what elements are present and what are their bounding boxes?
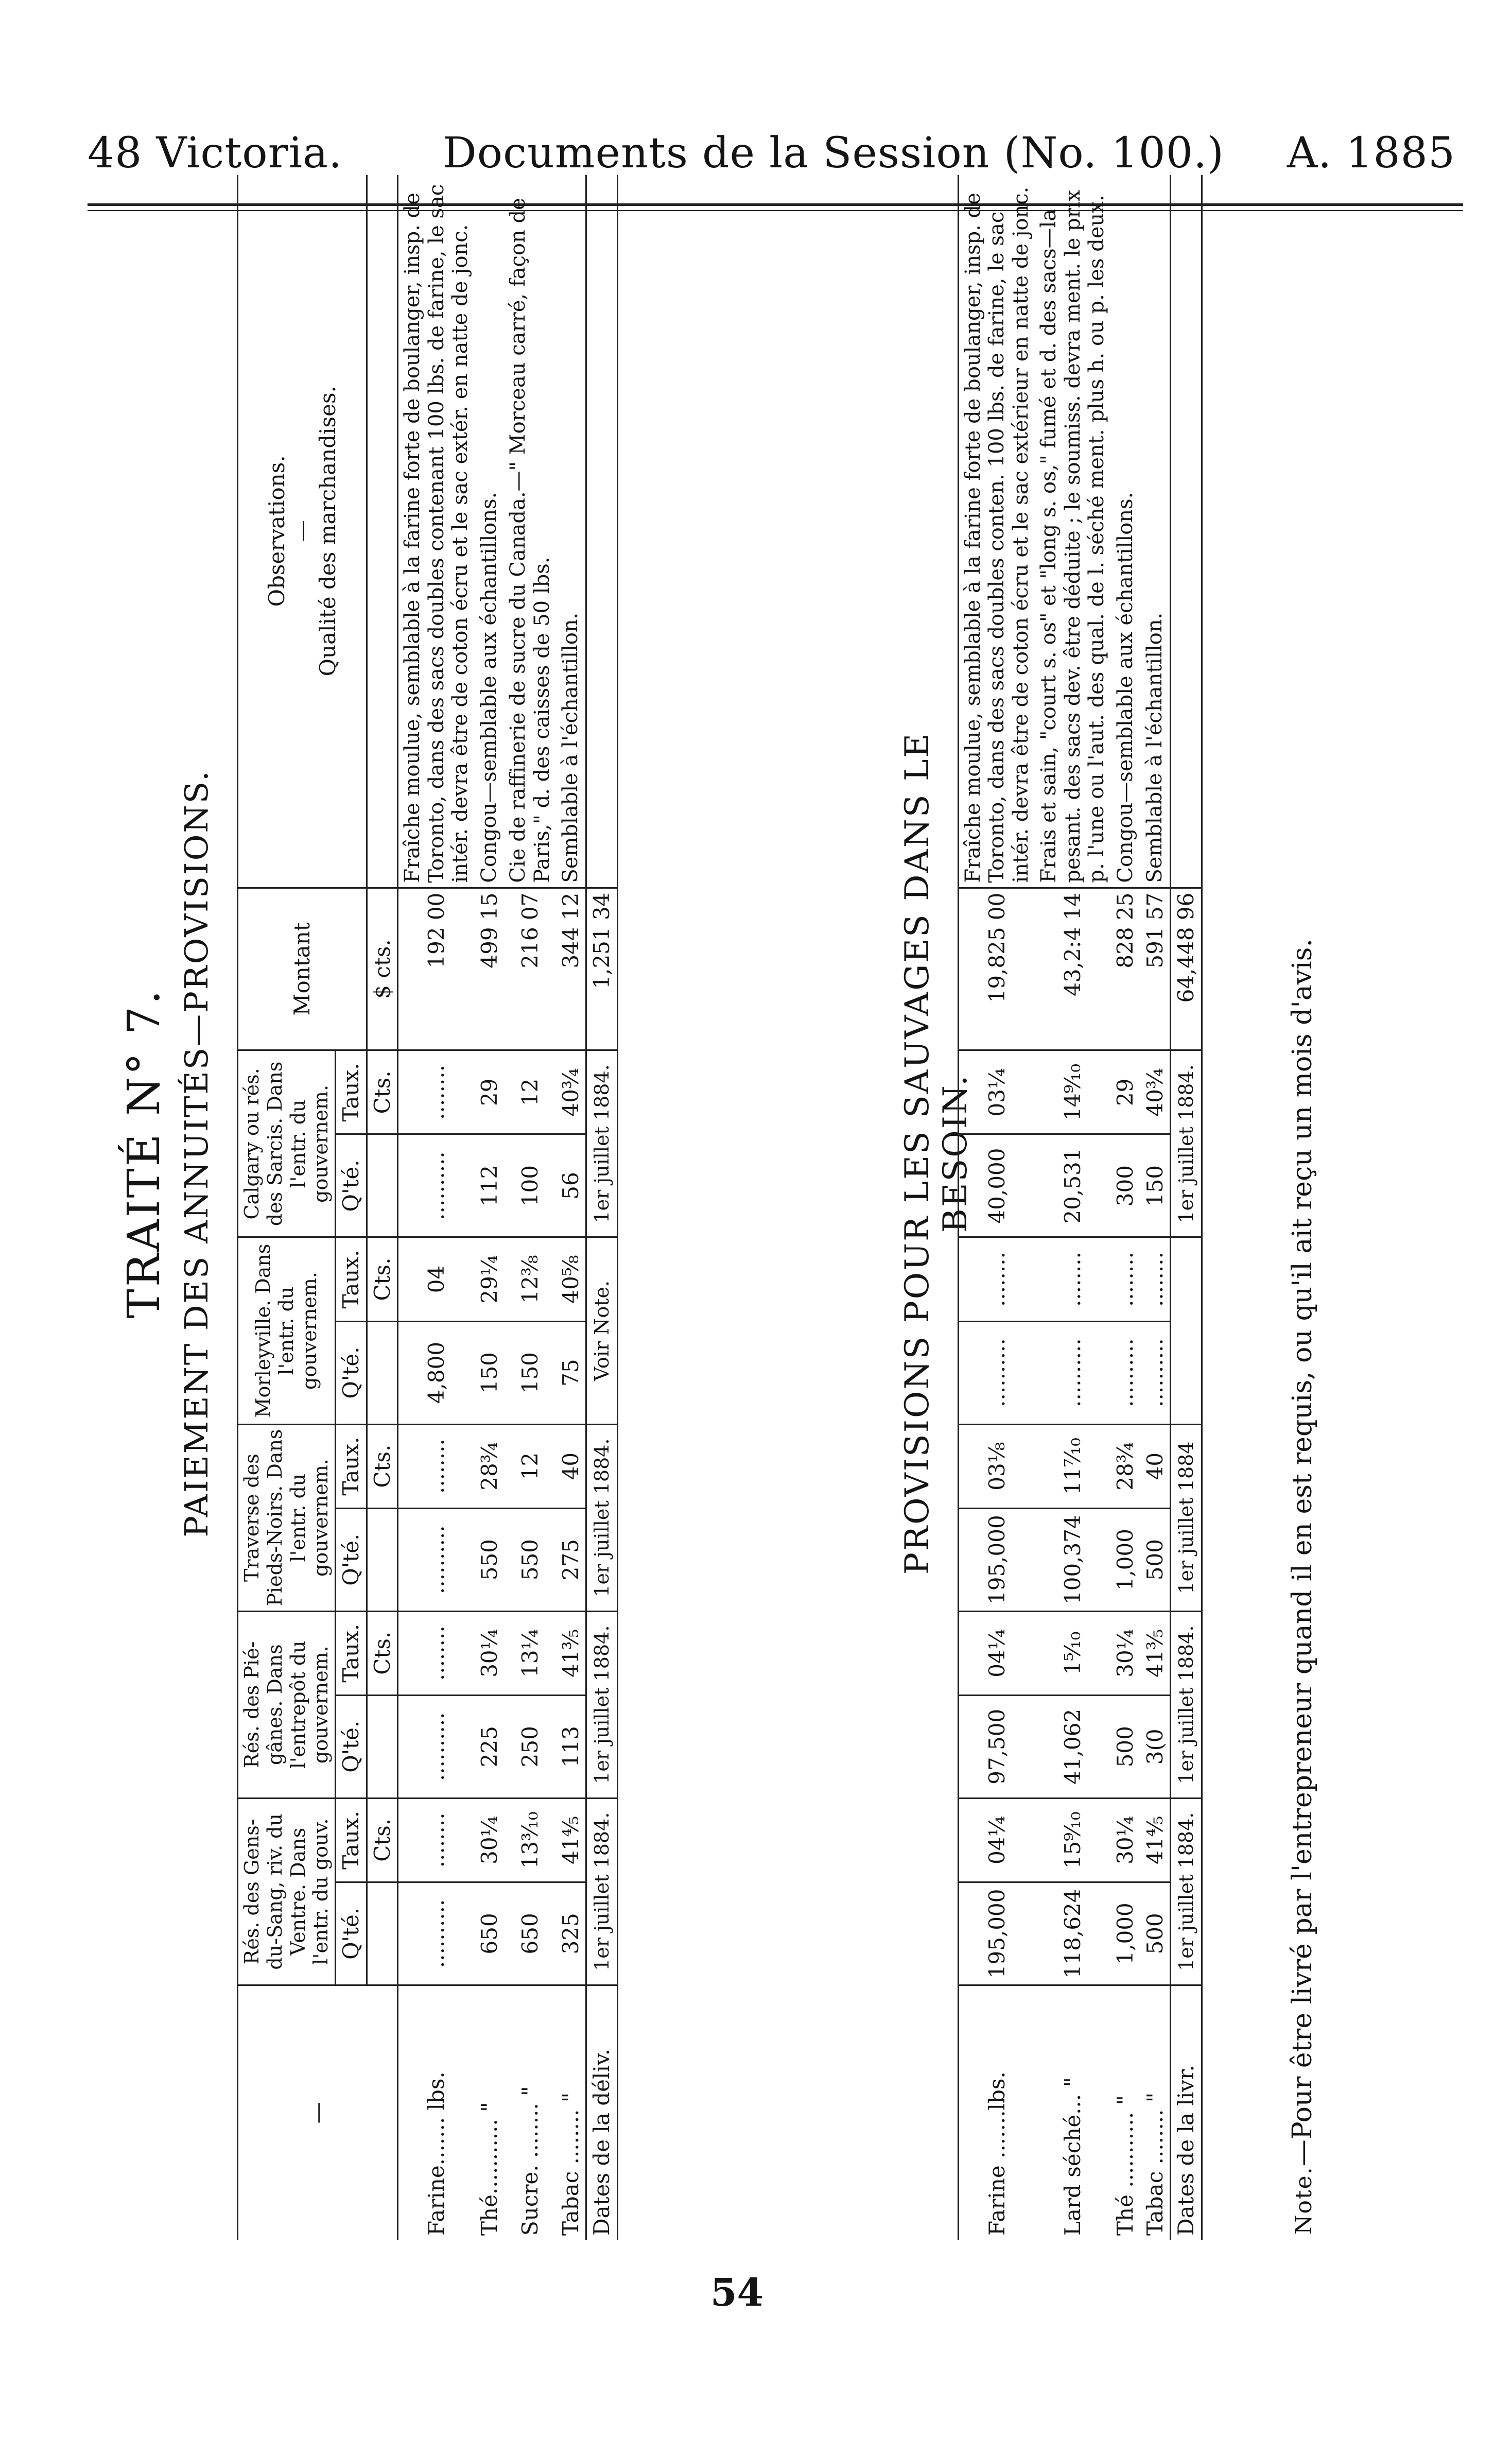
taux-cell: 12 <box>504 1050 556 1134</box>
taux-cell: 30¼ <box>1110 1611 1140 1695</box>
taux-cell: 29 <box>1110 1050 1140 1134</box>
col-reserve3: Traverse des Pieds-Noirs. Dans l'entr. du gouvernem. <box>238 1424 336 1611</box>
total-amount: 64,448 96 <box>1171 888 1202 1050</box>
montant-cell: 344 12 <box>556 888 586 1050</box>
taux-cell: 04¼ <box>959 1798 1035 1882</box>
taux-cell: 15⁹⁄₁₀ <box>1035 1798 1110 1882</box>
observations-dash: — <box>289 520 315 542</box>
qte-cell: 4,800 <box>398 1321 475 1424</box>
taux-cell: 41⅘ <box>1140 1798 1171 1882</box>
taux-cell: 03¼ <box>959 1050 1035 1134</box>
qte-cell: 75 <box>556 1321 586 1424</box>
dates-row <box>1171 175 1202 2240</box>
taux-cell: 40 <box>556 1424 586 1508</box>
montant-cell: 192 00 <box>398 888 475 1050</box>
taux-cell: 12 <box>504 1424 556 1508</box>
units-row <box>367 175 398 2240</box>
taux-cell: 28¾ <box>1110 1424 1140 1508</box>
qte-header: Q'té. <box>336 1508 367 1611</box>
needy-provisions-table <box>958 175 1203 2240</box>
qte-header: Q'té. <box>336 1882 367 1985</box>
taux-cell: ........ <box>959 1237 1035 1321</box>
taux-cell: 12⅜ <box>504 1237 556 1321</box>
taux-cell: ........ <box>1110 1237 1140 1321</box>
qte-header: Q'té. <box>336 1695 367 1798</box>
montant-cell: 216 07 <box>504 888 556 1050</box>
cts-unit: Cts. <box>367 1237 398 1321</box>
qte-cell: 40,000 <box>959 1134 1035 1237</box>
qte-cell: .......... <box>398 1134 475 1237</box>
item-label: Tabac ........ " <box>1142 2092 1168 2236</box>
delivery-date: 1er juillet 1884. <box>1171 1798 1202 1985</box>
col-reserve5: Calgary ou rés. des Sarcis. Dans l'entr. du gouvernem. <box>238 1050 336 1237</box>
footnote <box>1287 939 1318 2235</box>
qte-cell: 195,000 <box>959 1508 1035 1611</box>
item-label: Farine....... lbs. <box>424 2071 449 2236</box>
delivery-date: 1er juillet 1884. <box>586 1424 618 1611</box>
qte-header: Q'té. <box>336 1321 367 1424</box>
taux-cell: 04 <box>398 1237 475 1321</box>
treaty-subtitle: PAIEMENT DES ANNUITÉS—PROVISIONS. <box>178 769 215 1537</box>
qte-cell: .......... <box>398 1508 475 1611</box>
qte-cell: .......... <box>1140 1321 1171 1424</box>
qte-cell: 150 <box>504 1321 556 1424</box>
qte-cell: 20,531 <box>1035 1134 1110 1237</box>
footnote-label: Note. <box>1291 2166 1317 2235</box>
taux-cell: ........ <box>398 1611 475 1695</box>
taux-cell: 30¼ <box>475 1611 505 1695</box>
taux-header: Taux. <box>336 1050 367 1134</box>
qte-cell: 56 <box>556 1134 586 1237</box>
taux-cell: ........ <box>1140 1237 1171 1321</box>
col-montant: Montant <box>238 888 367 1050</box>
observations-label: Observations. <box>264 455 289 607</box>
cts-unit: Cts. <box>367 1050 398 1134</box>
taux-cell: 11⁷⁄₁₀ <box>1035 1424 1110 1508</box>
dates-label: Dates de la livr. <box>1171 1985 1202 2240</box>
montant-cell: 828 25 <box>1110 888 1140 1050</box>
col-observations <box>238 175 367 888</box>
table-row <box>1110 175 1140 2240</box>
delivery-date <box>1171 1237 1202 1424</box>
total-amount: 1,251 34 <box>586 888 618 1050</box>
observation-cell: Fraîche moulue, semblable à la farine forte de boulanger, insp. de Toronto, dans des sacs doubles contenant 100 lbs. de farine, le sac intér. devra être de coton écru et le sac extér. en natte de jonc. <box>398 175 475 888</box>
delivery-date: 1er juillet 1884. <box>586 1611 618 1798</box>
taux-cell: 41⅗ <box>1140 1611 1171 1695</box>
cts-unit: Cts. <box>367 1798 398 1882</box>
qte-cell: 41,062 <box>1035 1695 1110 1798</box>
dates-label: Dates de la déliv. <box>586 1985 618 2240</box>
qte-cell: 650 <box>475 1882 505 1985</box>
taux-cell: 13³⁄₁₀ <box>504 1798 556 1882</box>
qte-cell: 650 <box>504 1882 556 1985</box>
montant-cell: 591 57 <box>1140 888 1171 1050</box>
qte-cell: 100,374 <box>1035 1508 1110 1611</box>
taux-cell: 13¼ <box>504 1611 556 1695</box>
table-row <box>1140 175 1171 2240</box>
taux-cell: 03⅛ <box>959 1424 1035 1508</box>
taux-cell: ........ <box>398 1798 475 1882</box>
taux-cell: 1⁵⁄₁₀ <box>1035 1611 1110 1695</box>
table-header-row <box>238 175 336 2240</box>
qte-cell: 225 <box>475 1695 505 1798</box>
item-label: Thé ........... " <box>1113 2095 1138 2236</box>
qte-cell: 325 <box>556 1882 586 1985</box>
col-reserve1: Rés. des Gens-du-Sang, riv. du Ventre. Dans l'entr. du gouv. <box>238 1798 336 1985</box>
qte-cell: 150 <box>475 1321 505 1424</box>
table-row <box>556 175 586 2240</box>
qte-cell: 500 <box>1140 1508 1171 1611</box>
table-row <box>475 175 505 2240</box>
table-row <box>504 175 556 2240</box>
qte-cell: 275 <box>556 1508 586 1611</box>
qte-cell: 500 <box>1110 1695 1140 1798</box>
qte-cell: 3(0 <box>1140 1695 1171 1798</box>
page-number: 54 <box>710 2271 763 2315</box>
qte-cell: 112 <box>475 1134 505 1237</box>
qte-cell: 500 <box>1140 1882 1171 1985</box>
taux-header: Taux. <box>336 1798 367 1882</box>
qte-cell: 97,500 <box>959 1695 1035 1798</box>
taux-cell: ........ <box>398 1050 475 1134</box>
observation-cell: Congou—semblable aux échantillons. <box>1110 175 1140 888</box>
item-label: Lard séché... " <box>1059 2077 1085 2236</box>
taux-cell: 41⅘ <box>556 1798 586 1882</box>
taux-header: Taux. <box>336 1424 367 1508</box>
delivery-date: 1er juillet 1884. <box>586 1798 618 1985</box>
qte-cell: 300 <box>1110 1134 1140 1237</box>
taux-cell: 14⁹⁄₁₀ <box>1035 1050 1110 1134</box>
qte-cell: .......... <box>1110 1321 1140 1424</box>
table-row <box>959 175 1035 2240</box>
qte-cell: .......... <box>1035 1321 1110 1424</box>
taux-cell: 41⅗ <box>556 1611 586 1695</box>
qte-cell: 100 <box>504 1134 556 1237</box>
taux-cell: 40¾ <box>556 1050 586 1134</box>
montant-cell: 499 15 <box>475 888 505 1050</box>
table-row <box>398 175 475 2240</box>
qte-cell: 250 <box>504 1695 556 1798</box>
header-year: A. 1885 <box>1287 129 1455 178</box>
observation-cell: Fraîche moulue, semblable à la farine forte de boulanger, insp. de Toronto, dans des sacs doubles conten. 100 lbs. de farine, le sac intér. devra être de coton écru et le sac extérieur en natte de jonc. <box>959 175 1035 888</box>
taux-cell: ........ <box>1035 1237 1110 1321</box>
taux-cell: 29 <box>475 1050 505 1134</box>
col-reserve2: Rés. des Pié-gânes. Dans l'entrepôt du gouvernem. <box>238 1611 336 1798</box>
qte-cell: .......... <box>398 1882 475 1985</box>
qte-cell: 195,000 <box>959 1882 1035 1985</box>
cts-unit: Cts. <box>367 1611 398 1695</box>
qte-cell: .......... <box>959 1321 1035 1424</box>
header-volume: 48 Victoria. <box>88 129 343 178</box>
taux-cell: 04¼ <box>959 1611 1035 1695</box>
taux-cell: 30¼ <box>475 1798 505 1882</box>
taux-header: Taux. <box>336 1611 367 1695</box>
treaty-title: TRAITÉ N° 7. <box>118 988 170 1319</box>
col-reserve4: Morleyville. Dans l'entr. du gouvernem. <box>238 1237 336 1424</box>
rotated-table-page <box>88 134 1323 2286</box>
delivery-date: 1er juillet 1884. <box>1171 1050 1202 1237</box>
qte-cell: 550 <box>504 1508 556 1611</box>
taux-cell: 28¾ <box>475 1424 505 1508</box>
taux-cell: 29¼ <box>475 1237 505 1321</box>
delivery-date: Voir Note. <box>586 1237 618 1424</box>
observation-cell: Semblable à l'échantillon. <box>1140 175 1171 888</box>
dates-row <box>586 175 618 2240</box>
item-label: Farine .......lbs. <box>959 1985 1035 2240</box>
annuity-provisions-table <box>237 175 618 2240</box>
qte-header: Q'té. <box>336 1134 367 1237</box>
qte-cell: 550 <box>475 1508 505 1611</box>
item-label: Sucre. ........ " <box>517 2086 543 2236</box>
qte-cell: 1,000 <box>1110 1882 1140 1985</box>
montant-cell: 43,2:4 14 <box>1035 888 1110 1050</box>
qte-cell: 113 <box>556 1695 586 1798</box>
delivery-date: 1er juillet 1884. <box>1171 1611 1202 1798</box>
taux-header: Taux. <box>336 1237 367 1321</box>
cts-unit: Cts. <box>367 1424 398 1508</box>
montant-cell: 19,825 00 <box>959 888 1035 1050</box>
taux-cell: 30¼ <box>1110 1798 1140 1882</box>
taux-cell: ........ <box>398 1424 475 1508</box>
quality-label: Qualité des marchandises. <box>315 386 340 677</box>
taux-cell: 40 <box>1140 1424 1171 1508</box>
item-header: — <box>238 1985 398 2240</box>
delivery-date: 1er juillet 1884. <box>586 1050 618 1237</box>
observation-cell: Frais et sain, "court s. os" et "long s. os," fumé et d. des sacs—la pesant. des sacs dev. être déduite ; le soumiss. devra ment. le prix p. l'une ou l'aut. des qual. de l. séché ment. plus h. ou p. les deux. <box>1035 175 1110 888</box>
taux-cell: 40¾ <box>1140 1050 1171 1134</box>
qte-cell: 118,624 <box>1035 1882 1110 1985</box>
footnote-text: —Pour être livré par l'entrepreneur quand il en est requis, ou qu'il ait reçu un mois d'avis. <box>1287 939 1318 2167</box>
delivery-date: 1er juillet 1884 <box>1171 1424 1202 1611</box>
item-label: Tabac ........ " <box>558 2092 583 2236</box>
section-title-needy: PROVISIONS POUR LES SAUVAGES DANS LE BESOIN. <box>898 732 975 1575</box>
qte-cell: 150 <box>1140 1134 1171 1237</box>
qte-cell: 1,000 <box>1110 1508 1140 1611</box>
observation-cell: Semblable à l'échantillon. <box>556 175 586 888</box>
observation-cell: Congou—semblable aux échantillons. <box>475 175 505 888</box>
header-title: Documents de la Session (No. 100.) <box>443 129 1225 178</box>
observation-cell: Cie de raffinerie de sucre du Canada.—" Morceau carré, façon de Paris," d. des caisses de 50 lbs. <box>504 175 556 888</box>
taux-cell: 40⅝ <box>556 1237 586 1321</box>
item-label: Thé........... " <box>476 2102 502 2236</box>
qte-cell: .......... <box>398 1695 475 1798</box>
table-row <box>1035 175 1110 2240</box>
dollar-cts-unit: $ cts. <box>367 888 398 1050</box>
